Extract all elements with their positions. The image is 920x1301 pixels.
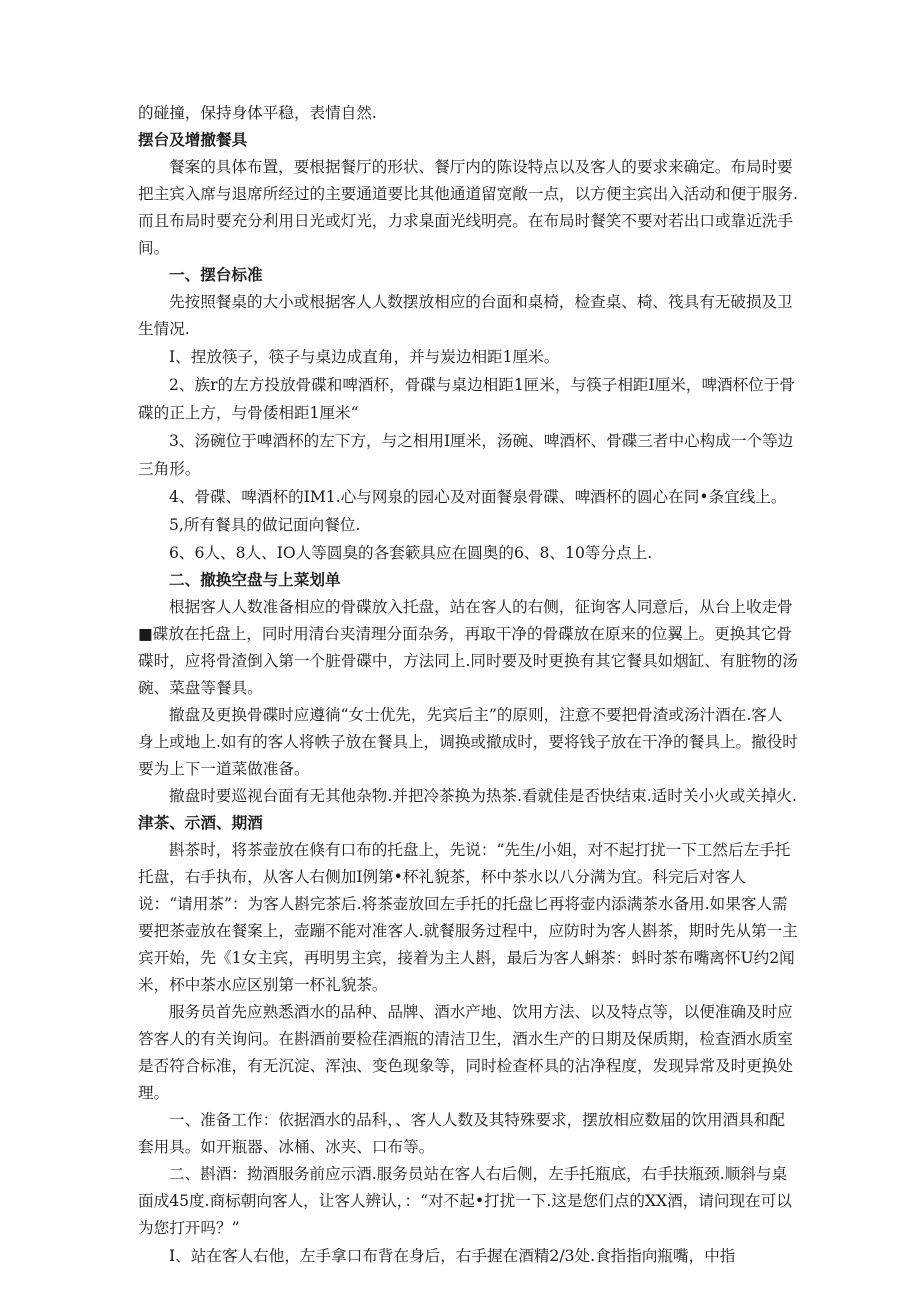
section-heading: 津茶、示酒、期酒 [138, 814, 263, 832]
paragraph: I、站在客人右他，左手拿口布背在身后，右手握在酒精2/3处.食指指向瓶嘴，中指 [169, 1247, 736, 1265]
paragraph: 2、族r的左方投放骨碟和啤酒杯，骨碟与桌边相距1匣米，与筷子相距I厘米，啤酒杯位于骨碟的正上方，与骨倭相距1厘米“ [138, 376, 796, 422]
paragraph: 撤盘及更换骨碟时应遵徜“女士优先，先宾后主”的原则，注意不要把骨渣或汤汁酒在.客人身上或地上.如有的客人将帙子放在餐具上，调换或撤成时，要将钱子放在干净的餐具上。撤役时要为上下一道菜做准备。 [138, 706, 798, 778]
paragraph: 5,所有餐具的做记面向餐位. [169, 516, 361, 534]
paragraph: 斟茶时，将茶壶放在倏有口布的托盘上，先说：“先生/小姐，对不起打扰一下工然后左手托托盘，右手执布，从客人右侧加I例第•杯礼貌茶，杯中茶水以八分满为宜。科完后对客人说：“请用茶”：为客人斟完茶后.将茶壶放回左手托的托盘匕再将壶内添满茶水备用.如果客人需要把茶壶放在餐案上，壶蹦不能对准客人.就餐服务过程中，应防时为客人斟茶，期时先从第一主宾开始，先《1女主宾，再明男主宾，接着为主人斟，最后为客人蝌茶：蚪时茶布嘴离怀U约2闻米，杯中茶水应区别第一杯礼貌茶。 [138, 841, 798, 994]
paragraph: 一、准备工作：依据酒水的品科，、客人人数及其特殊要求，摆放相应数届的饮用酒具和配套用具。如开瓶器、冰桶、冰夹、口布等。 [138, 1111, 785, 1156]
document-body [138, 100, 798, 1270]
paragraph: I、捏放筷子，筷子与桌边成直角，并与炭边相距1厘米。 [169, 348, 560, 366]
paragraph: 撤盘时要巡视台面有无其他杂物.并把冷茶换为热茶.看就佳是否快结束.适时关小火或关掉火. [169, 787, 797, 805]
paragraph: 的碰撞，保持身体平稳，表情自然. [138, 104, 377, 122]
section-heading: 二、撤换空盘与上菜划单 [169, 571, 341, 589]
paragraph: 4、骨碟、啤酒杯的IM1.心与网泉的园心及对面餐泉骨碟、啤酒杯的圆心在同•条宜线上。 [169, 488, 787, 506]
paragraph: 餐案的具体布置，要根据餐厅的形状、餐厅内的陈设特点以及客人的要求来确定。布局时要把主宾入席与退席所经过的主要通道要比其他通道留宽敞一点，以方便主宾出入活动和便于服务.而且布局时要充分利用日光或灯光，力求臬面光线明亮。在布局时餐笑不要对若出口或靠近洗手间。 [138, 158, 798, 257]
paragraph: 先按照餐桌的大小或根据客人人数摆放相应的台面和桌椅，检查桌、椅、筏具有无破损及卫生情况. [138, 293, 793, 338]
paragraph: 6、6人、8人、IO人等圆臭的各套簌具应在圆奥的6、8、10等分点上. [169, 544, 653, 562]
paragraph: 二、斟酒：拗酒服务前应示酒.服务员站在客人右后侧，左手托瓶底，右手扶瓶颈.顺斜与桌面成45度.商标朝向客人，让客人辨认，：“对不起•打扰一下.这是您们点的XX酒，请问现在可以为您打开吗？” [138, 1165, 792, 1237]
paragraph: 3、汤碗位于啤酒杯的左下方，与之相用I厘米，汤碗、啤酒杯、骨碟三者中心构成一个等边三角形。 [138, 432, 794, 478]
section-heading: 一、摆台标准 [169, 266, 263, 284]
section-heading: 摆台及增撤餐具 [138, 131, 248, 149]
paragraph: 服务员首先应熟悉酒水的品种、品牌、酒水产地、饮用方法、以及特点等，以便准确及时应答客人的有关询问。在斟酒前要检荏酒瓶的清洁卫生，酒水生产的日期及保质期，检查酒水质室是否符合标准，有无沉淀、浑浊、变色现象等，同时检查杯具的沾净程度，发现异常及时更换处理。 [138, 1003, 793, 1102]
paragraph: 根据客人人数准备相应的骨碟放入托盘，站在客人的右侧，征询客人同意后，从台上收走骨■碟放在托盘上，同时用清台夹清理分面杂务，再取干净的骨碟放在原来的位翼上。更换其它骨碟时，应将骨渣倒入第一个脏骨碟中，方法同上.同时要及时更换有其它餐具如烟缸、有脏物的汤碗、菜盘等餐具。 [138, 598, 798, 697]
